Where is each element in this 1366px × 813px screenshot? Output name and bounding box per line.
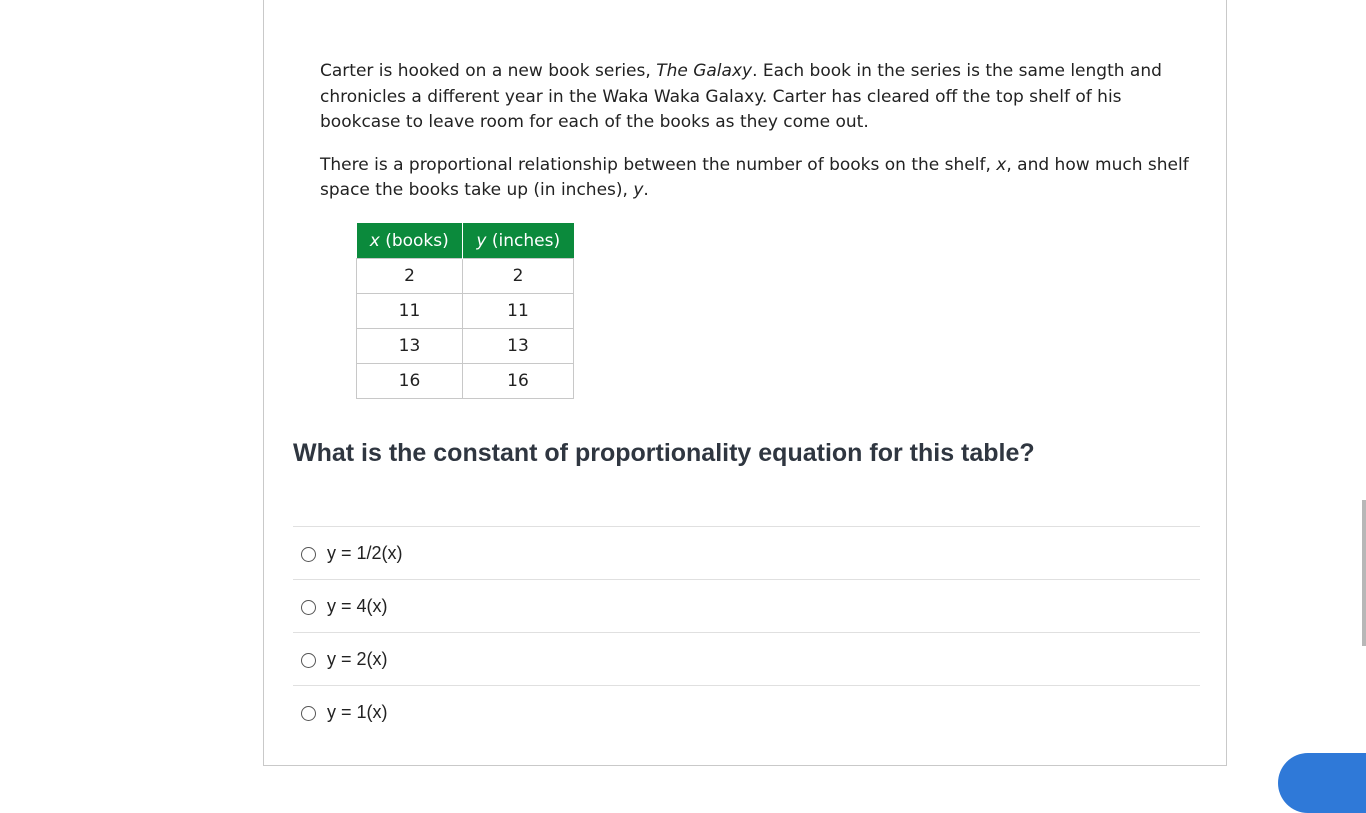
table-cell-x: 13: [357, 329, 463, 364]
table-cell-y: 13: [463, 329, 574, 364]
radio-button-icon[interactable]: [301, 653, 316, 668]
table-row: [357, 329, 574, 364]
floating-action-button[interactable]: [1278, 753, 1366, 813]
answer-option-label: y = 1/2(x): [327, 542, 403, 563]
passage: [320, 59, 1200, 221]
question-card: [263, 0, 1227, 766]
question-text: What is the constant of proportionality equation for this table?: [293, 439, 1035, 467]
radio-button-icon[interactable]: [301, 706, 316, 721]
series-title: The Galaxy: [656, 61, 753, 81]
table-cell-y: 11: [463, 294, 574, 329]
table-row: [357, 294, 574, 329]
passage-paragraph-1: Carter is hooked on a new book series, The Galaxy. Each book in the series is the same length and chronicles a different year in the Waka Waka Galaxy. Carter has cleared off the top shelf of his bookcase to leave room for each of the books as they come out.: [320, 61, 1162, 132]
answer-option-label: y = 4(x): [327, 595, 388, 616]
answer-option-label: y = 2(x): [327, 648, 388, 669]
column-header-x: x (books): [357, 223, 463, 259]
proportion-table: [356, 223, 574, 399]
radio-button-icon[interactable]: [301, 600, 316, 615]
table-cell-x: 11: [357, 294, 463, 329]
answer-option-2[interactable]: [293, 580, 1200, 633]
answer-option-3[interactable]: [293, 633, 1200, 686]
table-header-row: [357, 223, 574, 259]
answer-option-label: y = 1(x): [327, 701, 388, 722]
radio-button-icon[interactable]: [301, 547, 316, 562]
table-cell-x: 16: [357, 364, 463, 399]
table-cell-x: 2: [357, 259, 463, 294]
table-row: [357, 259, 574, 294]
table-cell-y: 2: [463, 259, 574, 294]
scrollbar-thumb[interactable]: [1362, 500, 1366, 646]
passage-paragraph-2: There is a proportional relationship between the number of books on the shelf, x, and how much shelf space the books take up (in inches), y.: [320, 154, 1189, 200]
table-cell-y: 16: [463, 364, 574, 399]
column-header-y: y (inches): [463, 223, 574, 259]
answer-option-4[interactable]: [293, 686, 1200, 738]
table-row: [357, 364, 574, 399]
answer-options: [293, 526, 1200, 738]
answer-option-1[interactable]: [293, 527, 1200, 580]
